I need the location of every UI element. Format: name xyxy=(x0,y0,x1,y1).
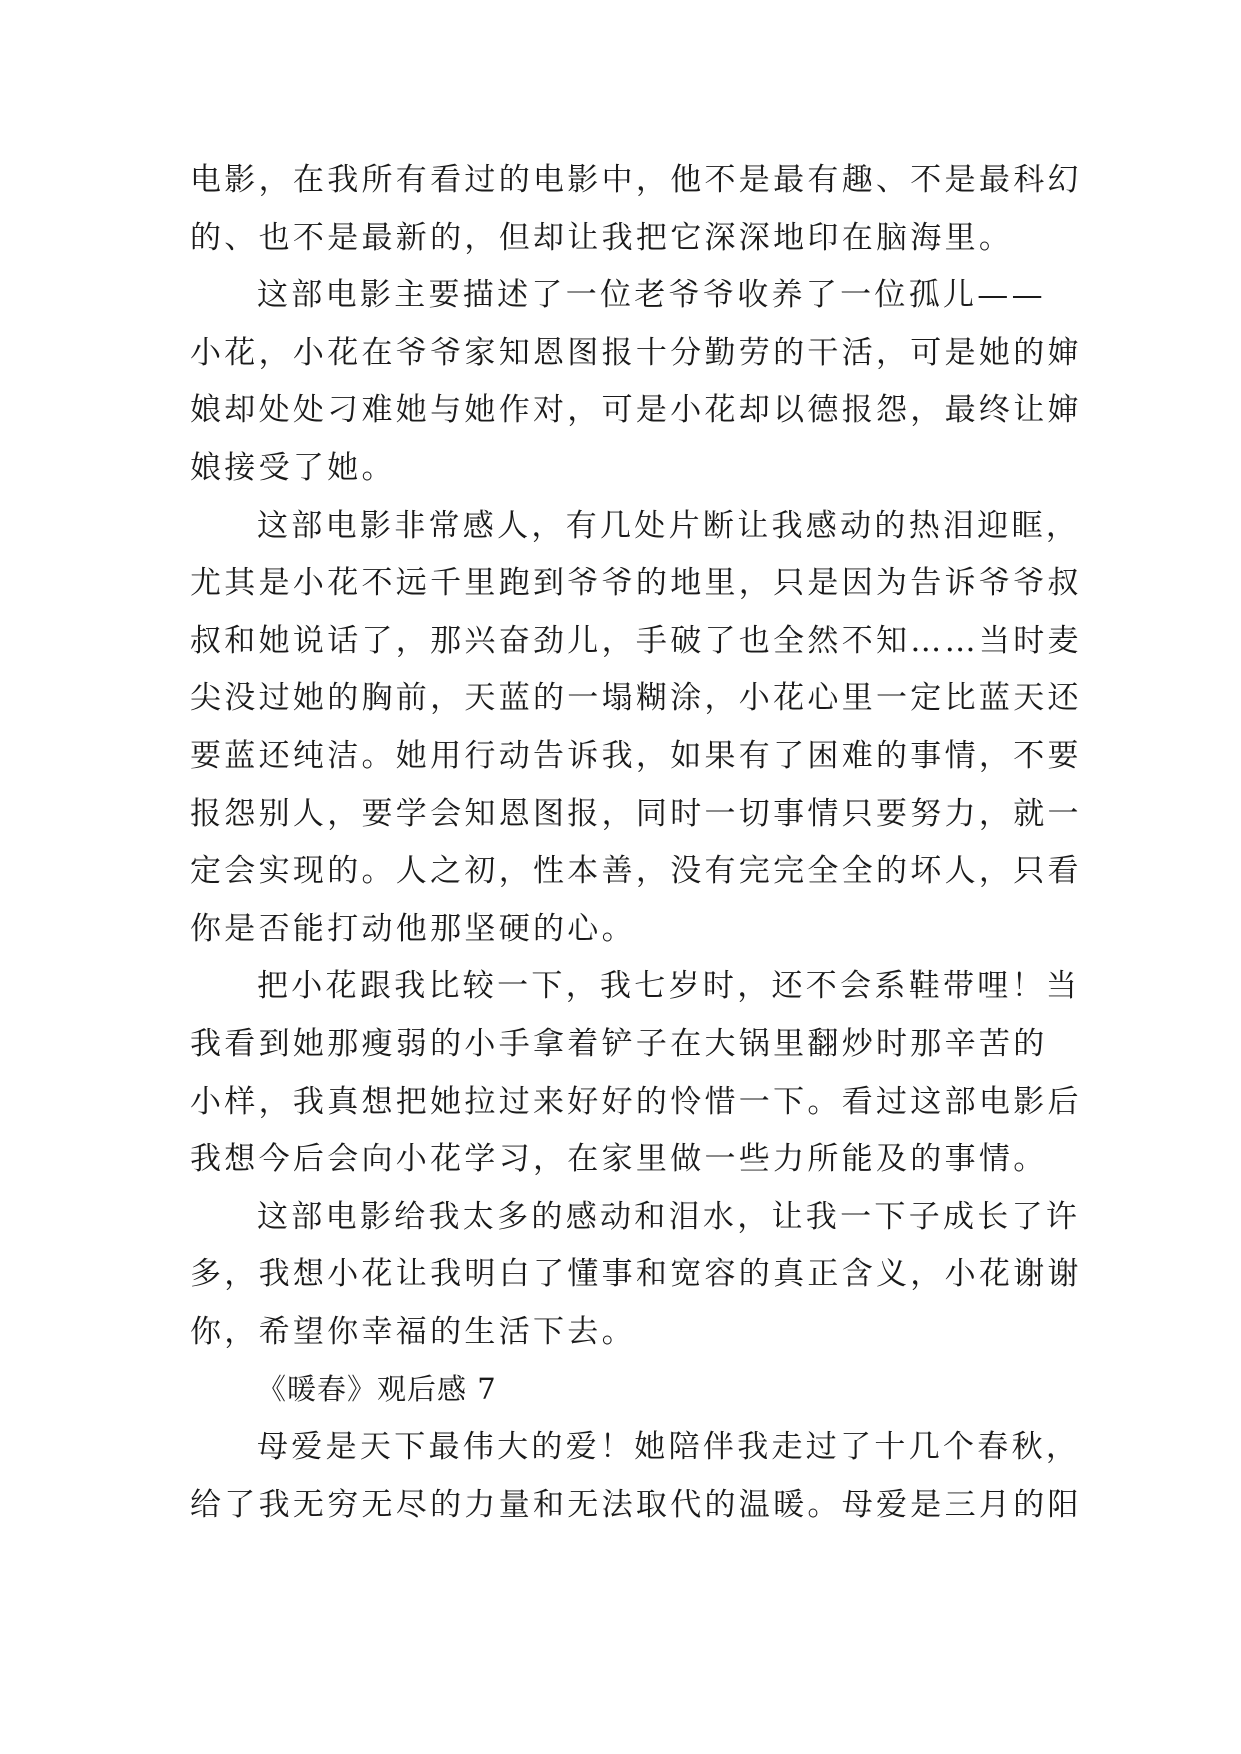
text-line: 你，希望你幸福的生活下去。 xyxy=(190,1313,636,1350)
text-line: 我想今后会向小花学习，在家里做一些力所能及的事情。 xyxy=(190,1141,1048,1178)
text-line: 这部电影主要描述了一位老爷爷收养了一位孤儿—— xyxy=(257,277,1046,314)
text-line: 娘却处处刁难她与她作对，可是小花却以德报怨，最终让婶 xyxy=(190,392,1082,429)
text-line: 母爱是天下最伟大的爱！她陪伴我走过了十几个春秋， xyxy=(257,1429,1081,1466)
text-line: 尖没过她的胸前，天蓝的一塌糊涂，小花心里一定比蓝天还 xyxy=(190,680,1082,717)
text-line: 这部电影给我太多的感动和泪水，让我一下子成长了许 xyxy=(257,1198,1081,1235)
section-heading: 《暖春》观后感 7 xyxy=(257,1372,497,1407)
text-line: 要蓝还纯洁。她用行动告诉我，如果有了困难的事情，不要 xyxy=(190,737,1082,774)
text-line: 把小花跟我比较一下，我七岁时，还不会系鞋带哩！当 xyxy=(257,968,1081,1005)
text-line: 你是否能打动他那坚硬的心。 xyxy=(190,910,636,947)
text-line: 多，我想小花让我明白了懂事和宽容的真正含义，小花谢谢 xyxy=(190,1256,1082,1293)
text-line: 尤其是小花不远千里跑到爷爷的地里，只是因为告诉爷爷叔 xyxy=(190,565,1082,602)
text-line: 给了我无穷无尽的力量和无法取代的温暖。母爱是三月的阳 xyxy=(190,1486,1082,1523)
text-line: 的、也不是最新的，但却让我把它深深地印在脑海里。 xyxy=(190,219,1014,256)
text-line: 这部电影非常感人，有几处片断让我感动的热泪迎眶， xyxy=(257,507,1081,544)
text-line: 小花，小花在爷爷家知恩图报十分勤劳的干活，可是她的婶 xyxy=(190,334,1082,371)
text-line: 报怨别人，要学会知恩图报，同时一切事情只要努力，就一 xyxy=(190,795,1082,832)
text-line: 小样，我真想把她拉过来好好的怜惜一下。看过这部电影后 xyxy=(190,1083,1082,1120)
text-line: 娘接受了她。 xyxy=(190,449,396,486)
text-line: 电影，在我所有看过的电影中，他不是最有趣、不是最科幻 xyxy=(190,162,1082,198)
document-page xyxy=(190,152,1082,1534)
text-line: 我看到她那瘦弱的小手拿着铲子在大锅里翻炒时那辛苦的 xyxy=(190,1025,1048,1062)
text-line: 定会实现的。人之初，性本善，没有完完全全的坏人，只看 xyxy=(190,853,1082,890)
text-line: 叔和她说话了，那兴奋劲儿，手破了也全然不知……当时麦 xyxy=(190,622,1082,659)
